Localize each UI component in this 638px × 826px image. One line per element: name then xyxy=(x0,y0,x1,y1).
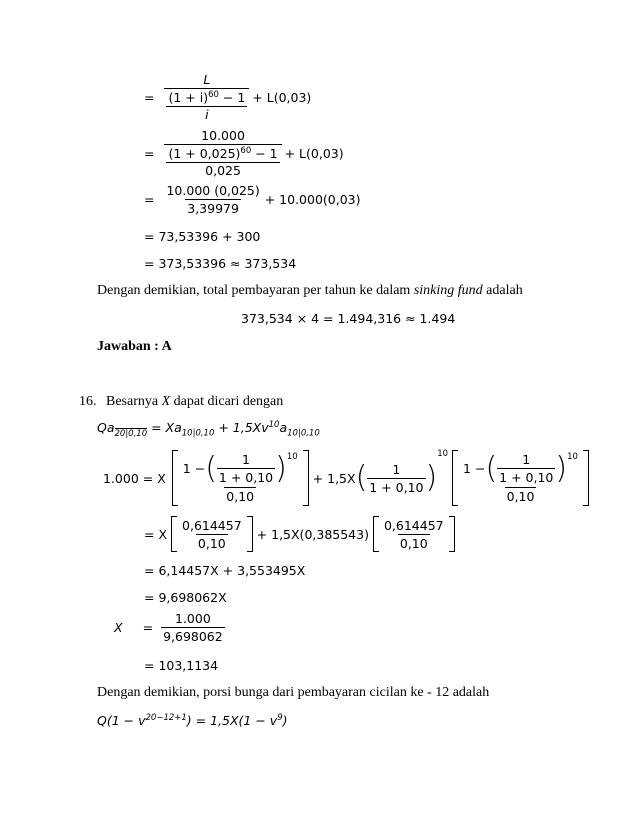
qa-end: a xyxy=(279,420,288,436)
l2-lhs: = X xyxy=(144,526,168,542)
equation-line-l2 xyxy=(144,516,455,552)
l2-mid: + 1,5X(0,385543) xyxy=(256,526,369,542)
numerator: L xyxy=(203,72,211,87)
total-payment-equation: 373,534 × 4 = 1.494,316 ≈ 1.494 xyxy=(241,311,456,326)
last-exponent-2: 9 xyxy=(277,713,283,723)
equals-sign: = xyxy=(144,192,155,207)
qa-mid-2: + 1,5Xv xyxy=(214,420,269,436)
conclusion-suffix: adalah xyxy=(482,283,523,298)
plus-term: + 1,5X xyxy=(312,470,356,486)
inner-denominator-2: 1 + 0,10 xyxy=(499,470,554,485)
l2-numerator: 0,614457 xyxy=(182,517,242,533)
den-exponent: 60 xyxy=(240,146,252,156)
bracket-denominator: 0,10 xyxy=(226,489,255,504)
qa-subscript-3: 10|0,10 xyxy=(287,428,320,439)
last-mid: ) = 1,5X(1 − v xyxy=(186,713,278,729)
equation-rest: + 10.000(0,03) xyxy=(264,192,361,207)
discount-fraction xyxy=(367,462,425,495)
inner-numerator-2: 1 xyxy=(522,452,531,467)
discount-numerator: 1 xyxy=(392,461,401,477)
l2-bracket-2 xyxy=(373,516,455,552)
l2-bracket-1 xyxy=(171,516,253,552)
bracket-group-2 xyxy=(452,450,589,506)
inner-denominator: 1 + 0,10 xyxy=(218,470,274,485)
equation-line-l4: = 9,698062X xyxy=(144,590,227,605)
interest-portion-equation xyxy=(97,713,288,728)
right-bracket-2 xyxy=(583,450,589,506)
power-exponent-2: 10 xyxy=(567,452,578,462)
bracket-fraction-1: 1 − ( $\frac{1}{1 + 0,10}$ ) $^{10}$ 0,10 xyxy=(182,450,298,504)
equation-line-3 xyxy=(144,183,361,216)
qa-mid: = Xa xyxy=(147,420,182,436)
l2-denominator-2: 0,10 xyxy=(399,535,428,551)
den-base: (1 + 0,025) xyxy=(168,146,241,162)
last-exponent: 20−12+1 xyxy=(145,713,187,723)
l5-numerator: 1.000 xyxy=(174,611,211,626)
answer-label: Jawaban : A xyxy=(97,339,172,354)
fraction-l xyxy=(164,72,249,122)
equals-sign: = xyxy=(144,145,155,161)
equation-line-l6: = 103,1134 xyxy=(144,658,219,673)
problem-number: 16. xyxy=(79,394,97,409)
den-base: (1 + i) xyxy=(168,90,209,106)
l2-right-bracket xyxy=(247,516,253,552)
den-tail: − 1 xyxy=(218,90,246,106)
qa-subscript: 20|0,10 xyxy=(114,428,148,439)
discount-exponent: 10 xyxy=(437,449,449,459)
conclusion-1 xyxy=(97,283,523,299)
l2-right-bracket-2 xyxy=(449,516,455,552)
den-tail: − 1 xyxy=(251,146,278,162)
equals-sign: = xyxy=(144,89,155,105)
conclusion-text: Dengan demikian, total pembayaran per tahun ke dalam xyxy=(97,283,414,298)
main-equation: 1.000 = X 1 − ( $\frac{1}{1 + 0,10}$ ) $^{10}$ 0,10 + 1,5X ( $\frac{1}{1 + 0,10}$ ) 10 1 − ( $\frac{1}{1 + 0,10}$ ) $^{10}$ 0,10 xyxy=(103,449,589,507)
intro-text: Besarnya xyxy=(106,394,162,409)
last-pre: Q(1 − v xyxy=(97,713,146,729)
equation-line-2 xyxy=(144,128,344,178)
intro-text-post: dapat dicari dengan xyxy=(170,394,284,409)
fraction-3 xyxy=(164,183,261,216)
numerator: 10.000 xyxy=(201,128,245,143)
power-exponent: 10 xyxy=(286,452,298,462)
denominator xyxy=(164,144,281,178)
numerator: 10.000 (0,025) xyxy=(166,183,260,198)
bracket-denominator-2: 0,10 xyxy=(506,489,535,504)
l5-lhs: X xyxy=(114,620,123,635)
left-bracket-2 xyxy=(452,450,458,506)
one-minus: 1 − xyxy=(182,461,206,476)
last-end: ) xyxy=(282,713,288,729)
den-exponent: 60 xyxy=(208,90,219,100)
inner-numerator: 1 xyxy=(242,452,250,467)
fraction-10000 xyxy=(164,128,281,178)
qa-exponent: 10 xyxy=(268,420,280,430)
l5-equals: = xyxy=(142,620,154,635)
conclusion-italic: sinking fund xyxy=(413,283,483,298)
main-lhs: 1.000 = X xyxy=(103,470,166,486)
left-bracket xyxy=(172,450,178,506)
equation-rest: + L(0,03) xyxy=(252,89,312,105)
right-bracket xyxy=(303,450,309,506)
equation-line-1 xyxy=(144,72,311,122)
equation-line-l5 xyxy=(114,611,228,644)
l2-left-bracket-2 xyxy=(373,516,379,552)
equation-line-l3: = 6,14457X + 3,553495X xyxy=(144,563,306,578)
denominator: 3,39979 xyxy=(187,201,239,216)
intro-variable: X xyxy=(161,394,171,409)
l2-numerator-2: 0,614457 xyxy=(383,517,444,533)
bracket-fraction-2: 1 − ( $\frac{1}{1 + 0,10}$ ) $^{10}$ 0,10 xyxy=(463,450,578,504)
bracket-group-1 xyxy=(172,450,309,506)
equation-line-5: = 373,53396 ≈ 373,534 xyxy=(144,256,297,271)
equation-line-4: = 73,53396 + 300 xyxy=(144,229,261,244)
conclusion-2: Dengan demikian, porsi bunga dari pembayaran cicilan ke - 12 adalah xyxy=(97,685,490,700)
discount-denominator: 1 + 0,10 xyxy=(369,479,424,495)
denominator xyxy=(164,88,249,122)
l5-denominator: 9,698062 xyxy=(163,629,223,644)
qa-term: Qa xyxy=(97,420,115,436)
l2-denominator: 0,10 xyxy=(197,535,226,551)
qa-subscript-2: 10|0,10 xyxy=(181,428,215,439)
equation-rest: + L(0,03) xyxy=(284,145,344,161)
den-bottom: i xyxy=(205,107,209,123)
one-minus-2: 1 − xyxy=(463,461,486,476)
problem-16-intro xyxy=(79,394,283,410)
annuity-equation xyxy=(97,420,320,439)
den-bottom: 0,025 xyxy=(205,163,241,179)
l2-left-bracket xyxy=(171,516,177,552)
